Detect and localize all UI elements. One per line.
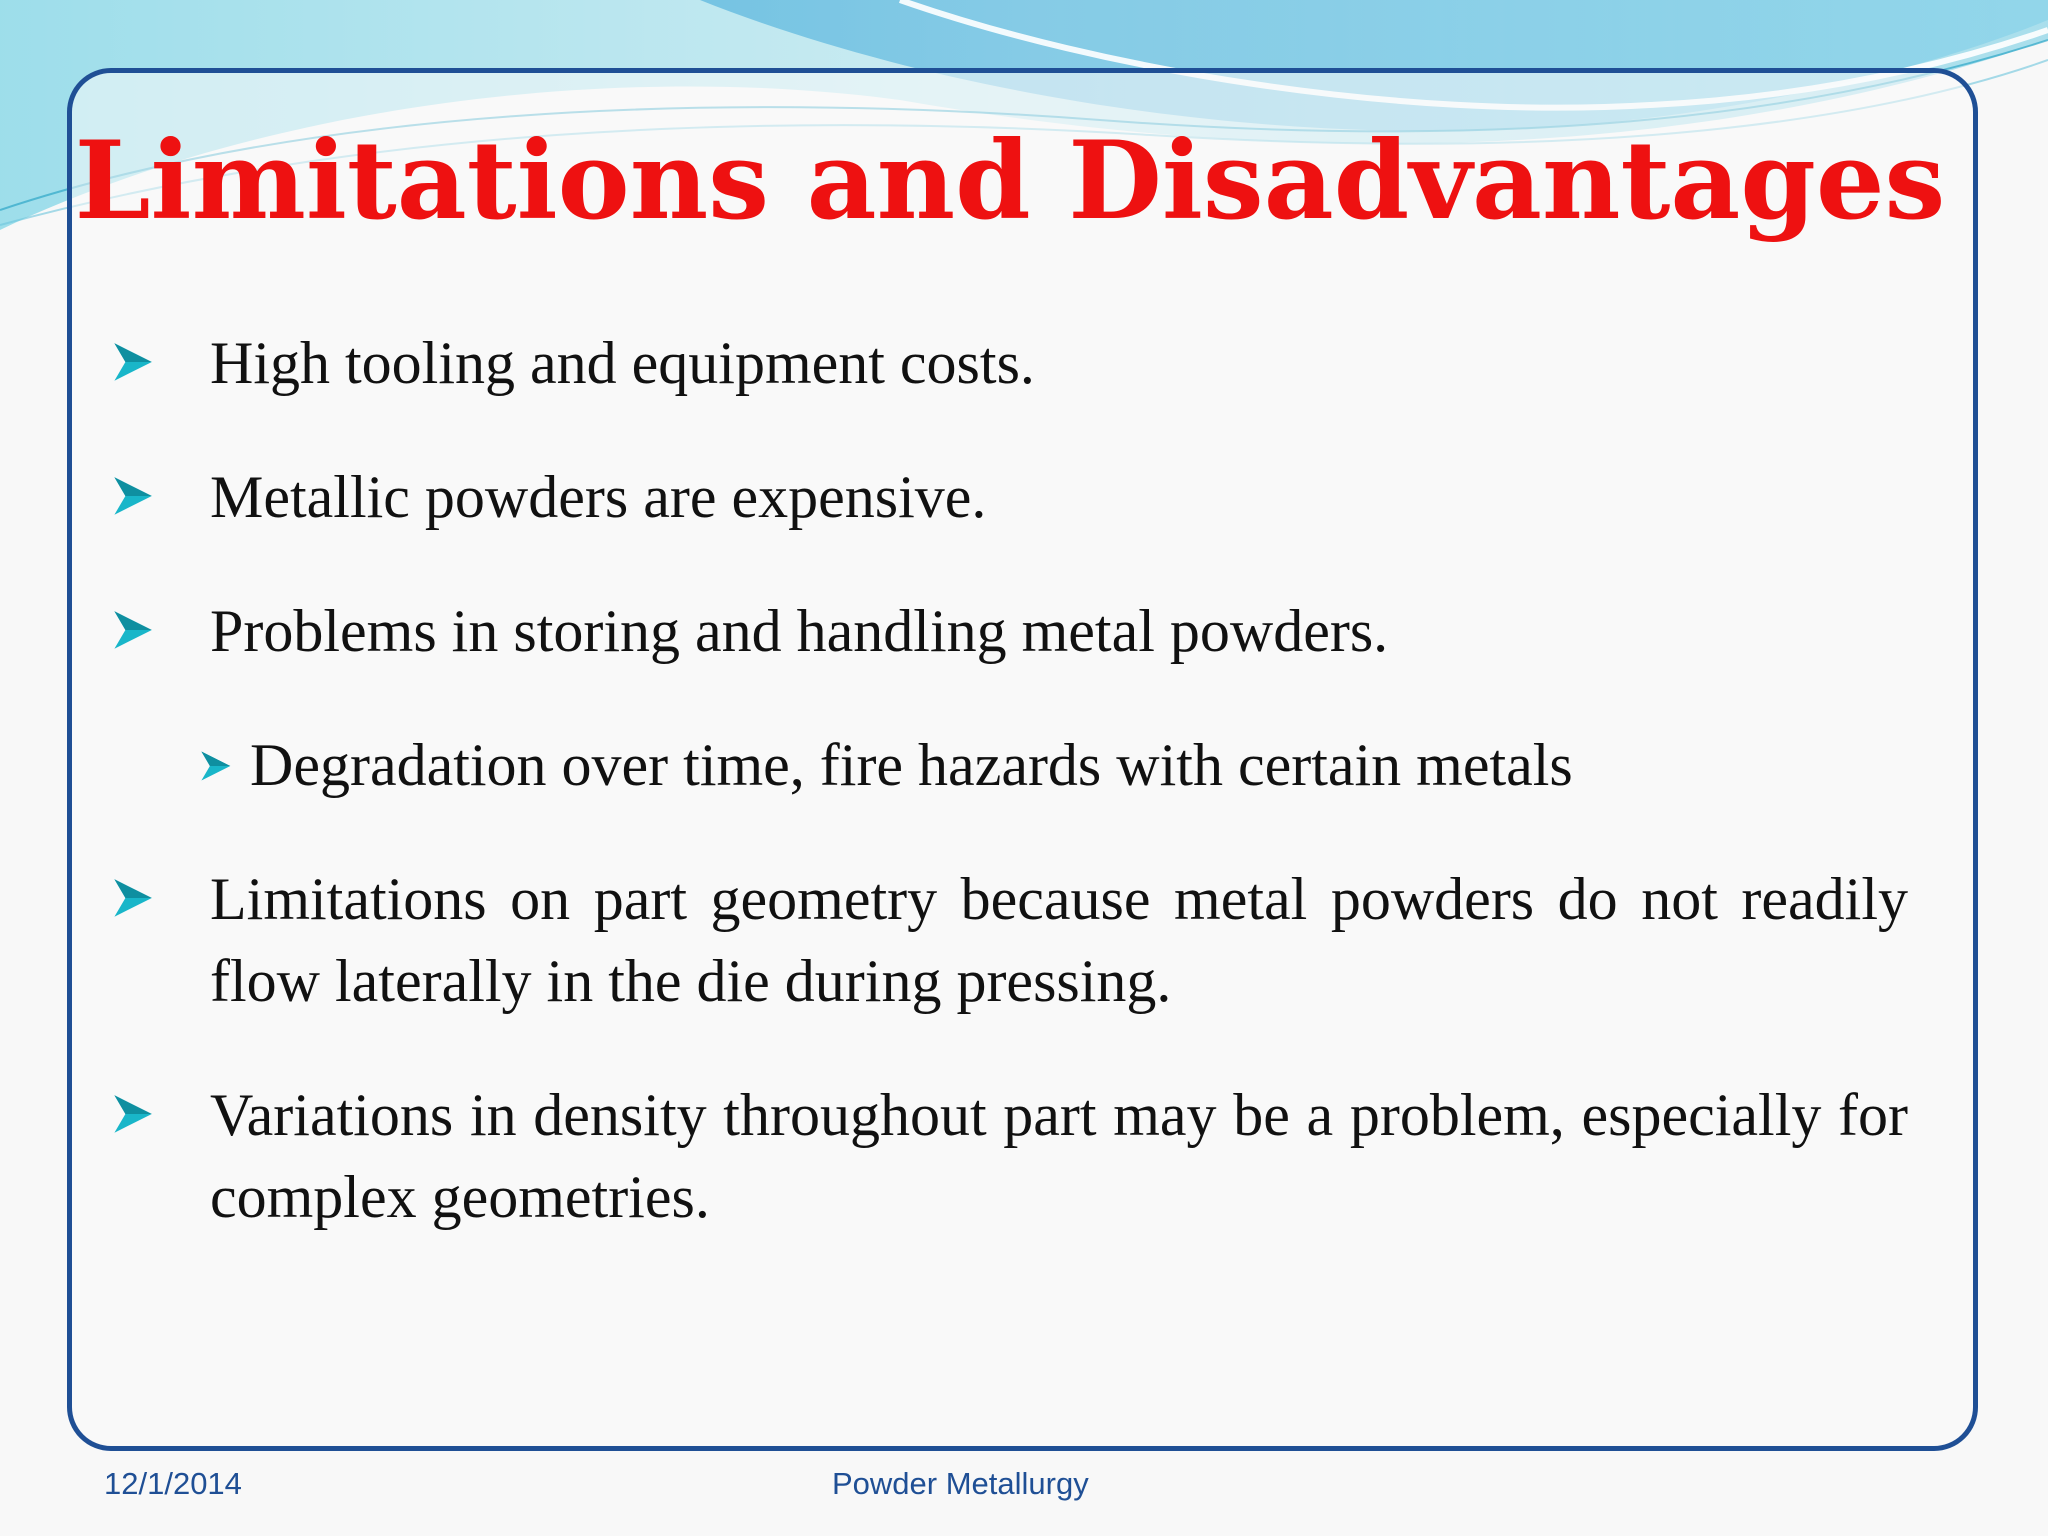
footer-title: Powder Metallurgy <box>832 1466 1089 1501</box>
bullet-text: Limitations on part geometry because metal powders do not readily flow laterally in the die during pressing. <box>210 866 1908 1014</box>
bullet-text: Problems in storing and handling metal powders. <box>210 598 1389 664</box>
arrowhead-bullet-icon <box>110 474 154 518</box>
bullet-text: Degradation over time, fire hazards with certain metals <box>250 732 1573 798</box>
arrowhead-bullet-icon <box>198 749 232 783</box>
bullet-item <box>108 322 1908 404</box>
arrowhead-bullet-icon <box>110 608 154 652</box>
bullet-text: High tooling and equipment costs. <box>210 330 1035 396</box>
bullet-text: Metallic powders are expensive. <box>210 464 987 530</box>
arrowhead-bullet-icon <box>110 1092 154 1136</box>
bullet-list <box>108 322 1908 1290</box>
bullet-item <box>108 858 1908 1022</box>
bullet-text: Variations in density throughout part may be a problem, especially for complex geometries. <box>210 1082 1908 1230</box>
bullet-item <box>108 590 1908 672</box>
slide-title: Limitations and Disadvantages <box>74 118 1946 244</box>
footer-date: 12/1/2014 <box>104 1466 242 1501</box>
bullet-item <box>108 456 1908 538</box>
sub-bullet-item <box>108 724 1908 806</box>
arrowhead-bullet-icon <box>110 340 154 384</box>
arrowhead-bullet-icon <box>110 876 154 920</box>
bullet-item <box>108 1074 1908 1238</box>
